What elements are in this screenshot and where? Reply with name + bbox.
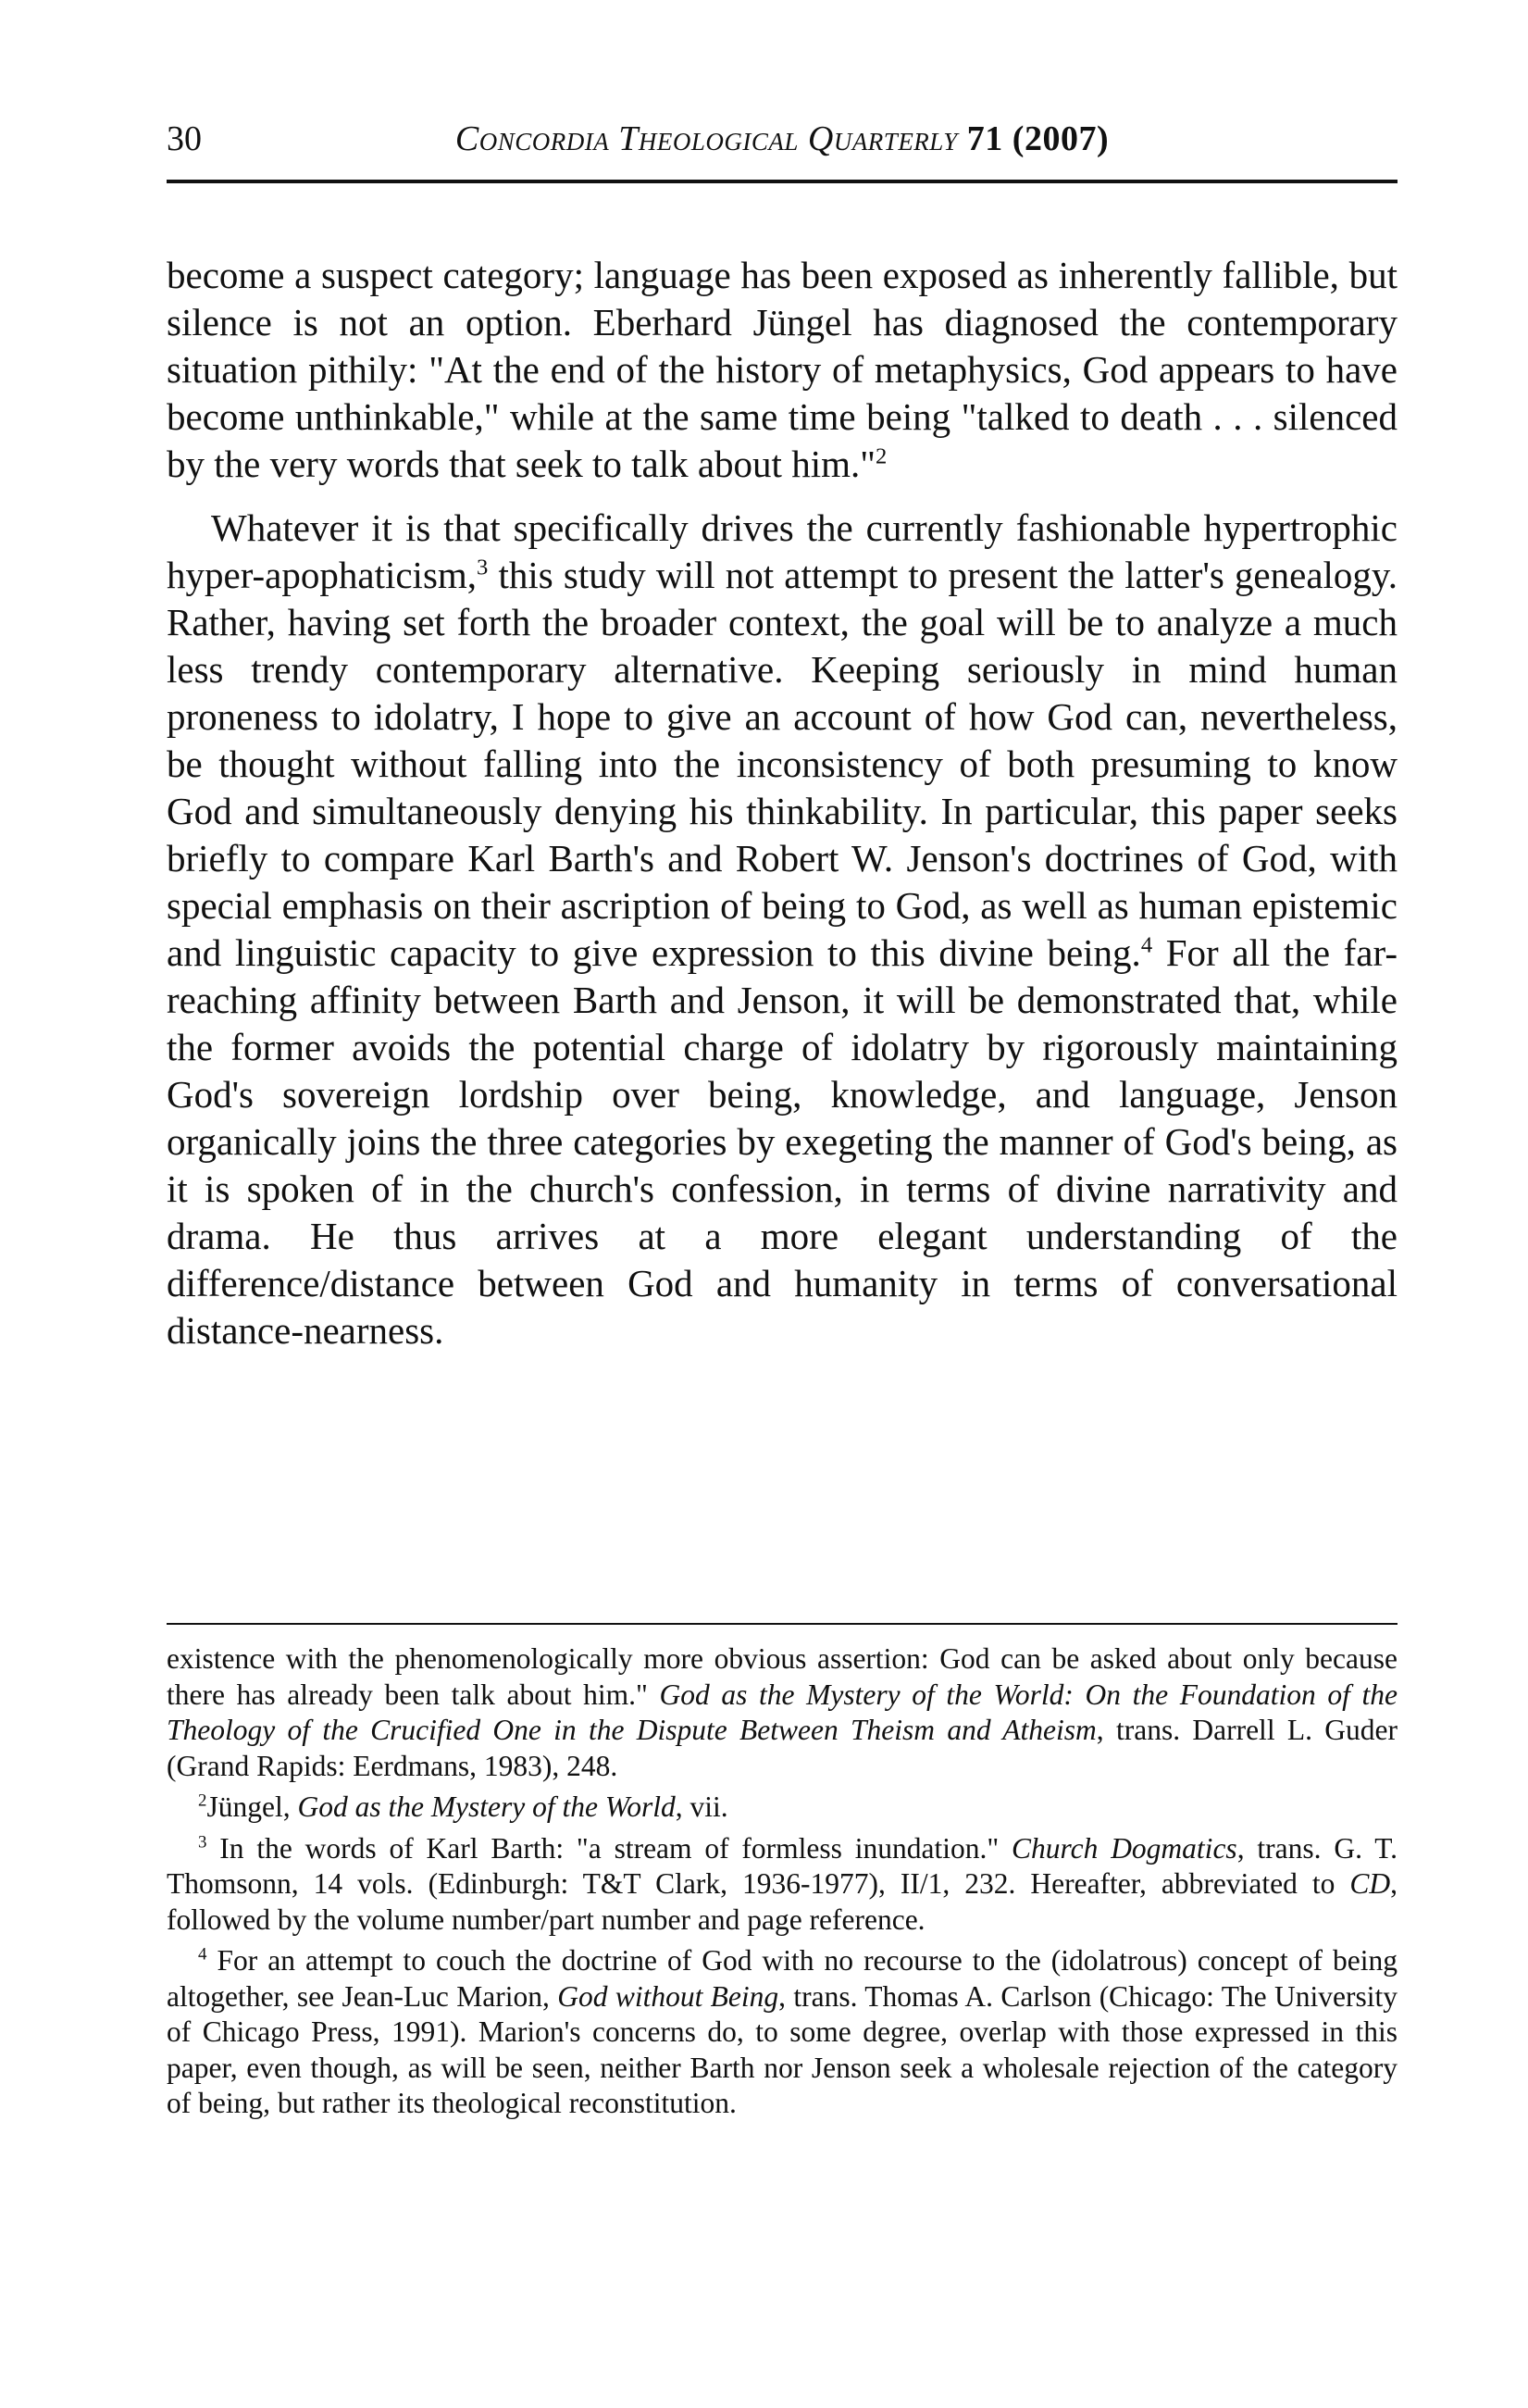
body-text xyxy=(167,252,1398,1354)
journal-title xyxy=(167,119,1398,159)
header-rule xyxy=(167,180,1398,183)
footnote-2-text-a: Jüngel, xyxy=(206,1790,298,1823)
paragraph-2-text-a: Whatever it is that specifically drives the currently fashionable hypertrophic hyper-apophaticism, xyxy=(167,506,1398,596)
footnote-3-number: 3 xyxy=(198,1832,207,1852)
paragraph-1 xyxy=(167,252,1398,488)
page-number: 30 xyxy=(167,119,202,158)
footnote-4-text-a: For an attempt to couch the doctrine of God with no recourse to the (idolatrous) concept of being altogether, see Jean-Luc Marion, xyxy=(167,1944,1398,2013)
paragraph-1-text: become a suspect category; language has been exposed as inherently fallible, but silence is not an option. Eberhard Jüngel has diagnosed the contemporary situation pithily: "At the end of the history of metaphysics, God appears to have become unthinkable," while at the same time being "talked to death . . . silenced by the very words that seek to talk about him." xyxy=(167,254,1398,485)
footnote-2 xyxy=(167,1790,1398,1826)
footnotes xyxy=(167,1641,1398,2127)
paragraph-2 xyxy=(167,505,1398,1354)
footnote-3-abbreviation: CD xyxy=(1349,1867,1391,1900)
running-head xyxy=(167,119,1398,174)
footnote-ref-2: 2 xyxy=(875,443,888,469)
footnote-3-text-a: In the words of Karl Barth: "a stream of formless inundation." xyxy=(206,1831,1012,1865)
footnote-3-text-c: , followed by the volume number/part number and page reference. xyxy=(167,1867,1398,1936)
footnote-4-number: 4 xyxy=(198,1944,207,1965)
footnote-3-title: Church Dogmatics xyxy=(1012,1831,1237,1865)
paragraph-2-text-c: For all the far-reaching affinity between Barth and Jenson, it will be demonstrated that, while the former avoids the potential charge of idolatry by rigorously maintaining God's sovereign lordship over being, knowledge, and language, Jenson organically joins the three categories by exegeting the manner of God's being, as it is spoken of in the church's confession, in terms of divine narrativity and drama. He thus arrives at a more elegant understanding of the difference/distance between God and humanity in terms of conversational distance-nearness. xyxy=(167,931,1398,1352)
footnote-ref-4: 4 xyxy=(1140,932,1153,958)
footnote-2-number: 2 xyxy=(198,1790,207,1811)
footnote-cont-text-a: existence with the phenomenologically more obvious assertion: God can be asked about only because there has already been talk about him." xyxy=(167,1642,1398,1711)
footnote-3-text-b: , trans. G. T. Thomsonn, 14 vols. (Edinburgh: T&T Clark, 1936-1977), II/1, 232. Hereafter, abbreviated to xyxy=(167,1831,1398,1900)
footnote-2-title: God as the Mystery of the World xyxy=(297,1790,676,1823)
journal-name: Concordia Theological Quarterly xyxy=(454,119,958,158)
footnote-4 xyxy=(167,1943,1398,2122)
footnote-ref-3: 3 xyxy=(477,555,489,580)
footnote-4-text-b: , trans. Thomas A. Carlson (Chicago: The University of Chicago Press, 1991). Marion's concerns do, to some degree, overlap with those expressed in this paper, even though, as will be seen, neither Barth nor Jenson seek a wholesale rejection of the category of being, but rather its theological reconstitution. xyxy=(167,1979,1398,2119)
footnote-cont-text-b: , trans. Darrell L. Guder (Grand Rapids: Eerdmans, 1983), 248. xyxy=(167,1714,1398,1782)
volume-year: 71 (2007) xyxy=(966,119,1110,158)
footnote-cont-title: God as the Mystery of the World: On the Foundation of the Theology of the Crucified One in the Dispute Between Theism and Atheism xyxy=(167,1678,1398,1746)
footnote-continuation xyxy=(167,1641,1398,1784)
footnote-3 xyxy=(167,1831,1398,1939)
footnote-rule xyxy=(167,1623,1398,1625)
paragraph-2-text-b: this study will not attempt to present the latter's genealogy. Rather, having set forth the broader context, the goal will be to analyze a much less trendy contemporary alternative. Keeping seriously in mind human proneness to idolatry, I hope to give an account of how God can, nevertheless, be thought without falling into the inconsistency of both presuming to know God and simultaneously denying his thinkability. In particular, this paper seeks briefly to compare Karl Barth's and Robert W. Jenson's doctrines of God, with special emphasis on their ascription of being to God, as well as human epistemic and linguistic capacity to give expression to this divine being. xyxy=(167,554,1398,974)
footnote-4-title: God without Being xyxy=(557,1979,779,2013)
footnote-2-text-b: , vii. xyxy=(675,1790,728,1823)
